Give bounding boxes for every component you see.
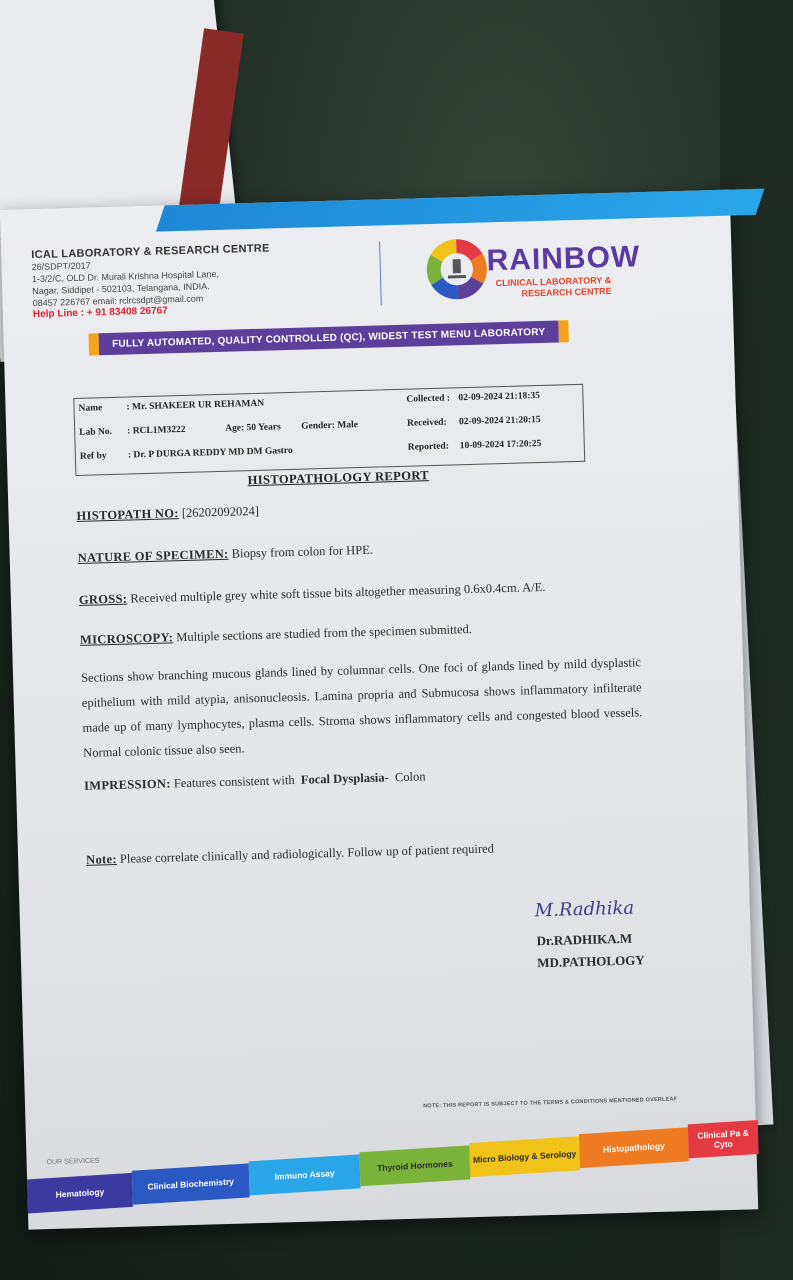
lab-reg: 26/SDPT/2017: [31, 260, 91, 273]
microscopy-section: [80, 612, 640, 652]
gross-label: GROSS:: [78, 591, 128, 607]
gross-value: Received multiple grey white soft tissue bits altogether measuring 0.6x0.4cm. A/E.: [130, 579, 546, 606]
lab-header: [31, 240, 373, 321]
nature-value: Biopsy from colon for HPE.: [231, 542, 374, 561]
service-3: Thyroid Hormones: [359, 1145, 470, 1186]
nature-label: NATURE OF SPECIMEN:: [77, 546, 229, 565]
impression-site: Colon: [394, 769, 426, 785]
helpline: Help Line : + 91 83408 26767: [32, 305, 168, 321]
our-services-label: OUR SERVICES: [46, 1157, 100, 1167]
note-value: Please correlate clinically and radiologically. Follow up of patient required: [119, 841, 495, 866]
reported-label: Reported:: [407, 441, 450, 453]
lab-no-label: Lab No.: [79, 426, 113, 438]
name-label: Name: [78, 403, 103, 414]
impression-label: IMPRESSION:: [83, 776, 171, 793]
patient-age: Age: 50 Years: [225, 422, 281, 434]
histopath-no: [76, 488, 636, 528]
signature: M.Radhika: [534, 897, 635, 922]
impression-section: [84, 758, 644, 798]
rainbow-logo: [426, 229, 641, 315]
ref-label: Ref by: [79, 451, 107, 462]
received-label: Received:: [406, 417, 447, 429]
patient-details-box: [73, 384, 585, 476]
lab-address-1: 1-3/2/C, OLD Dr. Murali Krishna Hospital Lane,: [31, 268, 220, 285]
service-2: Immuno Assay: [249, 1154, 361, 1195]
received-value: 02-09-2024 21:20:15: [458, 414, 541, 428]
patient-name: : Mr. SHAKEER UR REHAMAN: [126, 398, 265, 413]
note-section: [86, 832, 646, 872]
service-1: Clinical Biochemistry: [132, 1163, 250, 1204]
nature-of-specimen: [77, 530, 637, 570]
service-0: Hematology: [27, 1173, 133, 1214]
brand-subtitle: [491, 275, 612, 300]
lab-address-2: Nagar, Siddipet - 502103, Telangana, INDIA.: [32, 281, 210, 297]
report-title: HISTOPATHOLOGY REPORT: [247, 468, 430, 488]
histopath-label: HISTOPATH NO:: [76, 506, 179, 523]
signatory-name: Dr.RADHIKA.M: [536, 930, 633, 949]
gross-section: [79, 572, 639, 612]
lab-no: : RCL1M3222: [127, 424, 186, 437]
microscopy-value: Multiple sections are studied from the specimen submitted.: [176, 621, 473, 645]
service-5: Histopathology: [579, 1127, 689, 1168]
lab-name: ICAL LABORATORY & RESEARCH CENTRE: [31, 242, 270, 262]
report-sheet: [0, 190, 758, 1230]
lab-contact: 08457 226767 email: rclrcsdpt@gmail.com: [32, 293, 204, 309]
services-bar: [26, 1118, 788, 1209]
terms-note: NOTE: THIS REPORT IS SUBJECT TO THE TERMS & CONDITIONS MENTIONED OVERLEAF: [423, 1096, 678, 1110]
impression-diagnosis: Focal Dysplasia-: [300, 770, 389, 787]
signatory-block: [536, 927, 645, 974]
brand-subtitle-2: RESEARCH CENTRE: [521, 285, 612, 299]
reported-value: 10-09-2024 17:20:25: [459, 438, 542, 452]
microscopy-label: MICROSCOPY:: [79, 630, 174, 647]
rainbow-wheel-icon: [426, 232, 488, 306]
referred-by: : Dr. P DURGA REDDY MD DM Gastro: [127, 445, 293, 461]
patient-gender: Gender: Male: [301, 420, 359, 432]
impression-text: Features consistent with: [173, 772, 295, 791]
note-label: Note:: [85, 851, 118, 867]
service-6: Clinical Pa & Cyto: [688, 1120, 759, 1158]
signatory-degree: MD.PATHOLOGY: [537, 952, 645, 971]
collected-label: Collected :: [406, 393, 451, 405]
collected-value: 02-09-2024 21:18:35: [458, 390, 541, 404]
lab-banner: FULLY AUTOMATED, QUALITY CONTROLLED (QC), WIDEST TEST MENU LABORATORY: [98, 320, 558, 355]
header-divider: [379, 241, 382, 305]
brand-name: RAINBOW: [486, 240, 641, 278]
service-4: Micro Biology & Serology: [469, 1136, 580, 1177]
microscopy-findings: Sections show branching mucous glands lined by columnar cells. One foci of glands lined by mild dysplastic epithelium with mild atypia, anisonucleosis. Lamina propria and Submucosa shows inflammatory infilterate made up of many lymphocytes, plasma cells. Stroma shows inflammatory cells and congested blood vessels. Normal colonic tissue also seen.: [80, 655, 643, 760]
histopath-value: [26202092024]: [181, 503, 260, 521]
brand-subtitle-1: CLINICAL LABORATORY &: [495, 274, 612, 289]
